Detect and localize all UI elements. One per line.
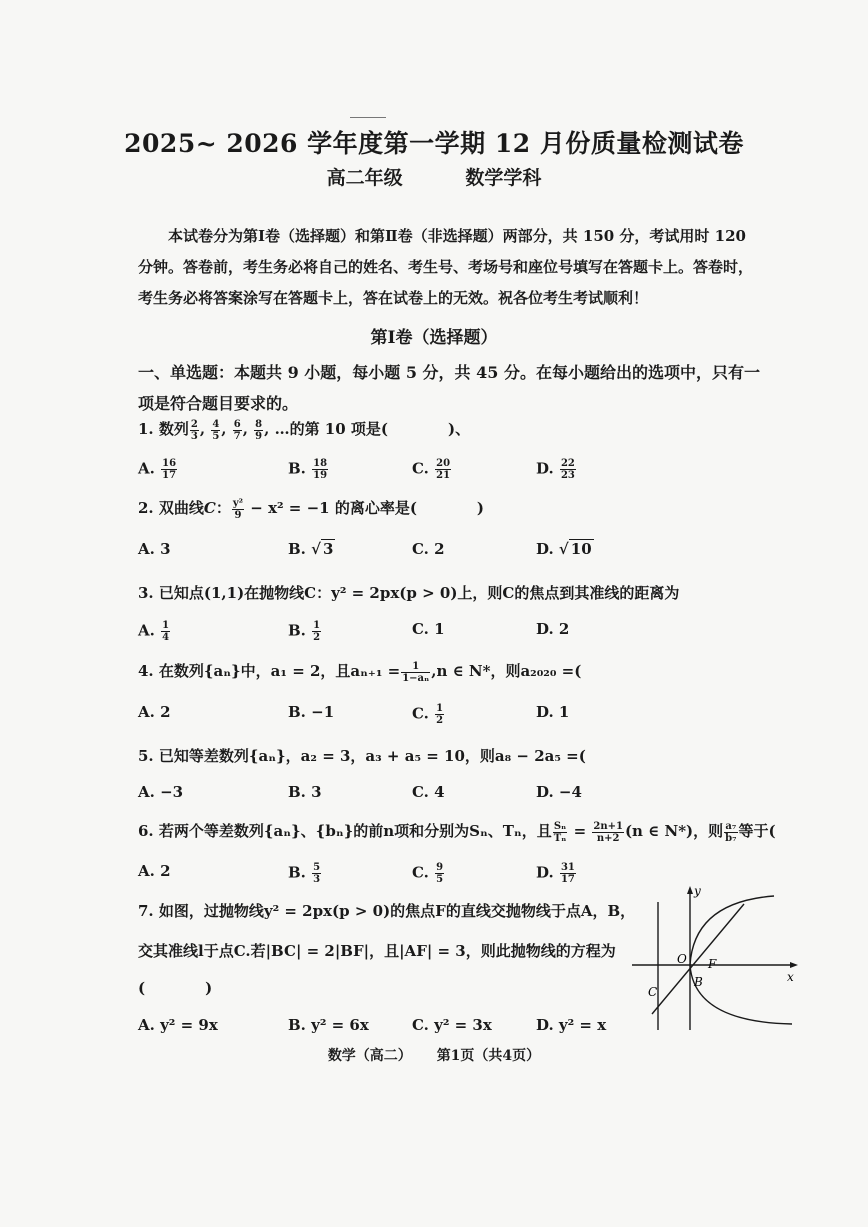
question-7-line-3: ( ): [138, 979, 213, 997]
part-heading: 一、单选题：本题共 9 小题，每小题 5 分，共 45 分。在每小题给出的选项中，只有一项是符合题目要求的。: [138, 363, 760, 413]
option-a[interactable]: A. $\frac{16}{17}$: [138, 458, 177, 481]
parabola-curve: [690, 896, 792, 1024]
question-7-line-1: 7. 如图，过抛物线y² = 2px(p > 0)的焦点F的直线交抛物线于点A，B，: [138, 902, 636, 920]
footer-subject: 数学（高二）: [327, 1048, 412, 1064]
option-c[interactable]: C. 1: [412, 620, 445, 638]
option-a[interactable]: A. −3: [138, 783, 184, 801]
question-2: 2. 双曲线C： $\frac{\text{y²}}{9}$ − x² = −1 的离心率是( ): [138, 497, 485, 521]
exam-instructions: 本试卷分为第Ⅰ卷（选择题）和第Ⅱ卷（非选择题）两部分，共 150 分，考试用时 120 分钟。答卷前，考生务必将自己的姓名、考生号、考场号和座位号填写在答题卡上。答卷时，考生务必将答案涂写在答题卡上，答在试卷上的无效。祝各位考生考试顺利！: [138, 227, 754, 307]
origin-label: O: [677, 952, 687, 966]
x-axis-arrow: [790, 962, 798, 968]
question-6-options: [138, 862, 638, 886]
question-3: 3. 已知点(1,1)在抛物线C：y² = 2px(p > 0)上，则C的焦点到其准线的距离为: [138, 584, 680, 602]
x-axis-label: x: [787, 970, 794, 984]
question-7-line-2: 交其准线l于点C.若|BC| = 2|BF|，且|AF| = 3，则此抛物线的方程为: [138, 942, 616, 960]
option-b[interactable]: B. −1: [288, 703, 335, 721]
question-6: 6. 若两个等差数列{aₙ}、{bₙ}的前n项和分别为Sₙ、Tₙ，且 $\frac{\text{Sₙ}}{\text{Tₙ}}$ = $\frac{2n+1}{n+2}$ (n ∈ N*)，则 $\frac{\text{a₇}}{\text{b₇}}$ 等于(: [138, 820, 776, 844]
exam-subtitle: [0, 163, 868, 190]
focal-chord-line: [652, 904, 744, 1014]
y-axis-label: y: [694, 884, 701, 898]
focus-label: F: [708, 957, 717, 971]
option-c[interactable]: C. 4: [412, 783, 445, 801]
question-1-options: [138, 458, 638, 482]
option-d[interactable]: D. 2: [536, 620, 570, 638]
option-a[interactable]: A. 2: [138, 703, 171, 721]
y-axis-arrow: [687, 886, 693, 894]
exam-title: 2025~ 2026 学年度第一学期 12 月份质量检测试卷: [124, 129, 744, 158]
subject-label: 数学学科: [465, 167, 542, 189]
option-d[interactable]: D. y² = x: [536, 1016, 607, 1034]
option-b[interactable]: B. $\frac{1}{2}$: [288, 620, 321, 643]
option-d[interactable]: D. $\frac{22}{23}$: [536, 458, 575, 481]
option-c[interactable]: C. y² = 3x: [412, 1016, 492, 1034]
option-c[interactable]: C. $\frac{20}{21}$: [412, 458, 451, 481]
grade-label: 高二年级: [326, 167, 403, 189]
parabola-figure: [624, 882, 804, 1032]
option-a[interactable]: A. y² = 9x: [138, 1016, 218, 1034]
question-5: 5. 已知等差数列{aₙ}，a₂ = 3，a₃ + a₅ = 10，则a₈ − 2a₅ =(: [138, 747, 586, 765]
option-d[interactable]: D. −4: [536, 783, 582, 801]
option-c[interactable]: C. $\frac{9}{5}$: [412, 862, 444, 885]
option-a[interactable]: A. $\frac{1}{4}$: [138, 620, 170, 643]
question-7-options: [138, 1016, 638, 1040]
question-2-options: [138, 540, 638, 564]
option-a[interactable]: A. 2: [138, 862, 171, 880]
page-footer: [0, 1045, 868, 1065]
scan-mark: [350, 117, 386, 118]
option-d[interactable]: D. √ 10: [536, 540, 592, 558]
point-b-label: B: [694, 975, 703, 989]
option-c[interactable]: C. 2: [412, 540, 445, 558]
option-b[interactable]: B. y² = 6x: [288, 1016, 369, 1034]
question-5-options: [138, 783, 638, 807]
question-1: 1. 数列 $\frac{2}{3}$ , $\frac{4}{5}$ , $\frac{6}{7}$ , $\frac{8}{9}$ , …的第 10 项是( )、: [138, 418, 471, 442]
question-3-options: [138, 620, 638, 644]
point-c-label: C: [648, 985, 658, 999]
question-4: 4. 在数列{aₙ}中，a₁ = 2，且aₙ₊₁ = $\frac{1}{\text{1−aₙ}}$ ,n ∈ N*，则a₂₀₂₀ =(: [138, 660, 582, 684]
option-c[interactable]: C. $\frac{1}{2}$: [412, 703, 444, 726]
section-title: 第Ⅰ卷（选择题）: [370, 328, 498, 348]
option-b[interactable]: B. $\frac{5}{3}$: [288, 862, 321, 885]
option-d[interactable]: D. $\frac{31}{17}$: [536, 862, 575, 885]
option-d[interactable]: D. 1: [536, 703, 570, 721]
option-b[interactable]: B. 3: [288, 783, 322, 801]
question-4-options: [138, 703, 638, 727]
footer-page-number: 第1页（共4页）: [436, 1048, 541, 1064]
option-b[interactable]: B. √ 3: [288, 540, 334, 558]
option-b[interactable]: B. $\frac{18}{19}$: [288, 458, 328, 481]
option-a[interactable]: A. 3: [138, 540, 171, 558]
